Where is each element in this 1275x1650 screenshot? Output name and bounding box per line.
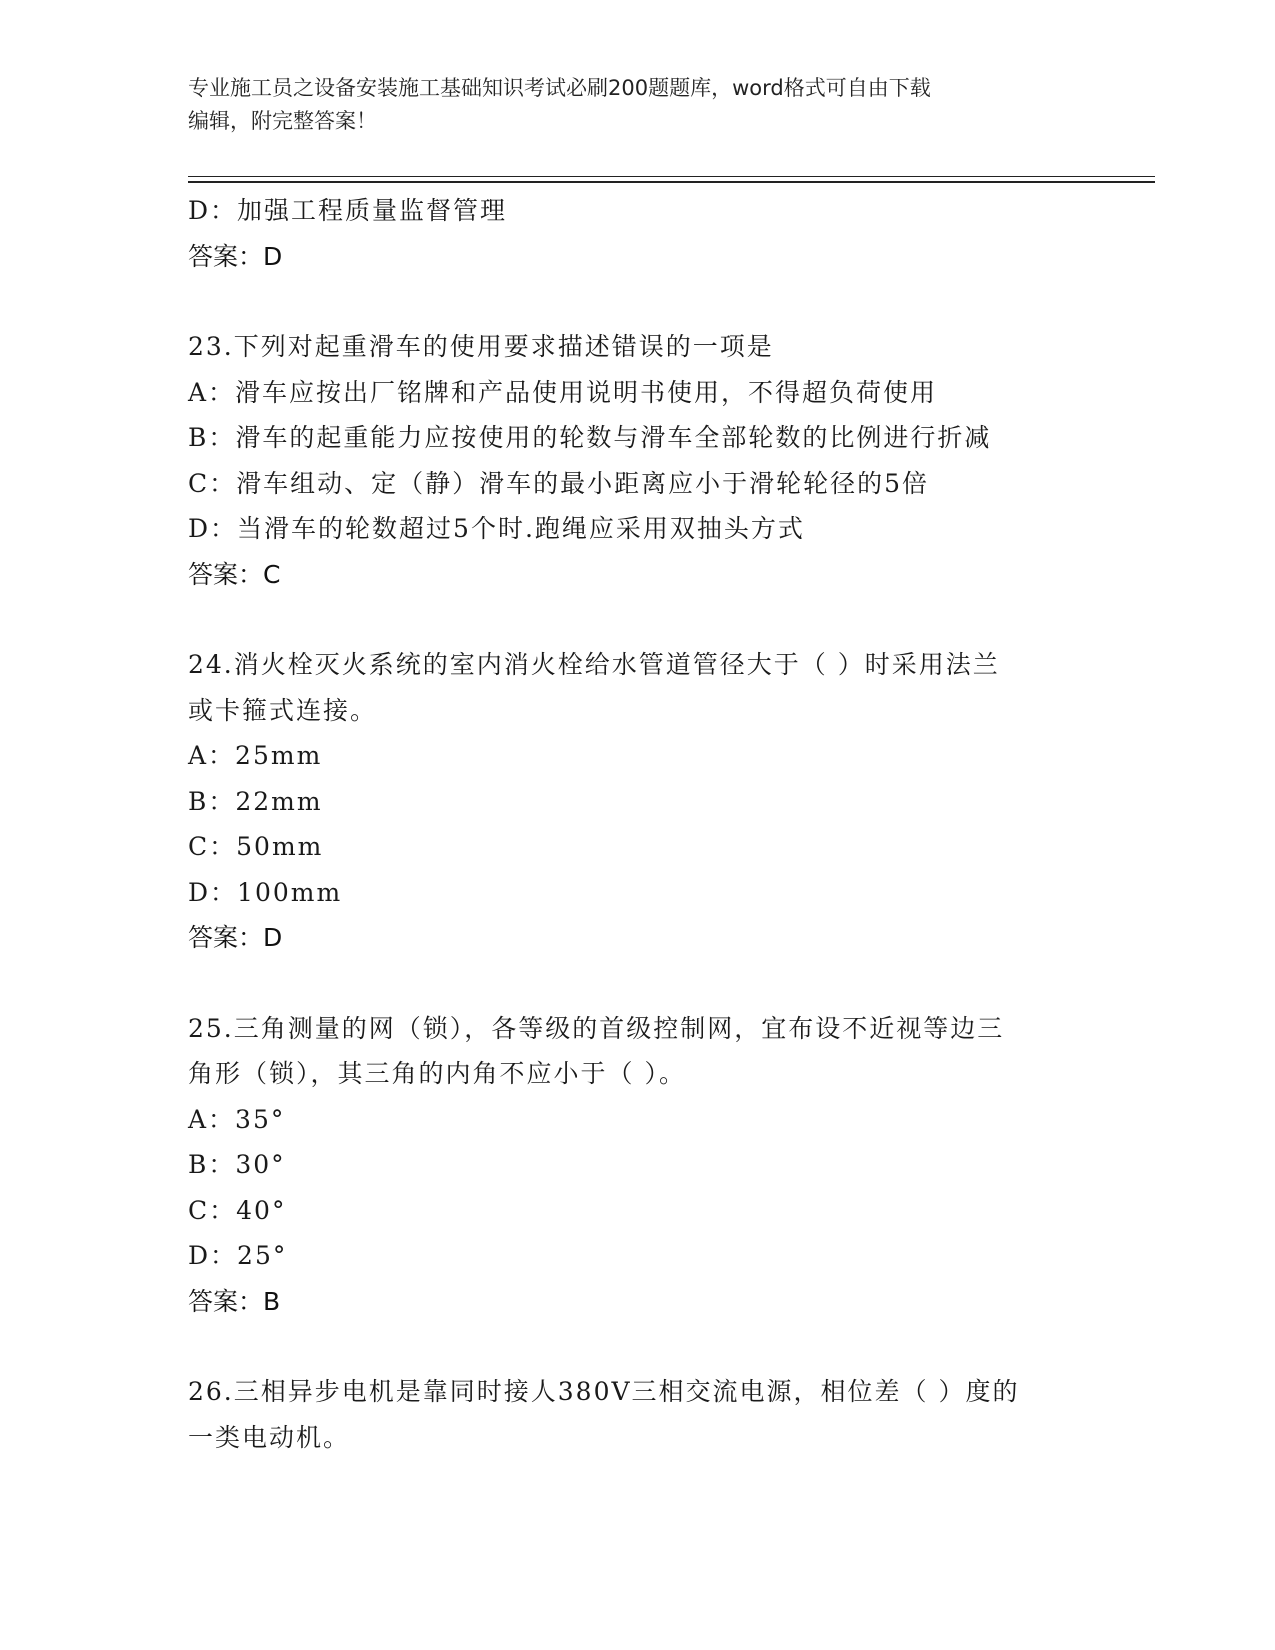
option-d: D：当滑车的轮数超过5个时.跑绳应采用双抽头方式 xyxy=(188,514,805,543)
option-d: D：加强工程质量监督管理 xyxy=(188,196,508,225)
header-line-1: 专业施工员之设备安装施工基础知识考试必刷200题题库，word格式可自由下载 xyxy=(188,76,931,100)
answer-line: 答案：D xyxy=(188,241,283,271)
question-text: 25.三角测量的网（锁），各等级的首级控制网，宜布设不近视等边三 xyxy=(188,1013,1005,1043)
question-text-continued: 或卡箍式连接。 xyxy=(188,695,378,725)
option-c: C：50mm xyxy=(188,832,324,861)
previous-question-tail xyxy=(188,188,1088,279)
question-text: 23.下列对起重滑车的使用要求描述错误的一项是 xyxy=(188,332,774,361)
header-line-2: 编辑，附完整答案！ xyxy=(188,109,377,133)
document-header xyxy=(188,72,1068,138)
question-24 xyxy=(188,642,1088,961)
option-b: B：30° xyxy=(188,1150,286,1179)
option-a: A：滑车应按出厂铭牌和产品使用说明书使用，不得超负荷使用 xyxy=(188,377,938,407)
option-c: C：40° xyxy=(188,1195,287,1225)
question-25 xyxy=(188,1006,1088,1325)
option-a: A：35° xyxy=(188,1104,286,1134)
option-d: D：25° xyxy=(188,1241,288,1270)
option-c: C：滑车组动、定（静）滑车的最小距离应小于滑轮轮径的5倍 xyxy=(188,468,930,498)
question-23 xyxy=(188,324,1088,597)
question-text: 24.消火栓灭火系统的室内消火栓给水管道管径大于（ ）时采用法兰 xyxy=(188,650,1000,679)
question-text-continued: 一类电动机。 xyxy=(188,1422,351,1452)
header-divider-thick xyxy=(188,181,1155,183)
option-b: B：22mm xyxy=(188,786,323,816)
document-body xyxy=(188,188,1088,1460)
option-d: D：100mm xyxy=(188,877,343,907)
answer-line: 答案：D xyxy=(188,923,283,952)
answer-line: 答案：C xyxy=(188,559,281,589)
option-b: B：滑车的起重能力应按使用的轮数与滑车全部轮数的比例进行折减 xyxy=(188,423,992,452)
option-a: A：25mm xyxy=(188,741,323,770)
question-26 xyxy=(188,1369,1088,1460)
header-divider-thin xyxy=(188,176,1155,177)
answer-line: 答案：B xyxy=(188,1286,281,1316)
question-text: 26.三相异步电机是靠同时接人380V三相交流电源，相位差（ ）度的 xyxy=(188,1377,1020,1406)
question-text-continued: 角形（锁），其三角的内角不应小于（ ）。 xyxy=(188,1059,686,1088)
